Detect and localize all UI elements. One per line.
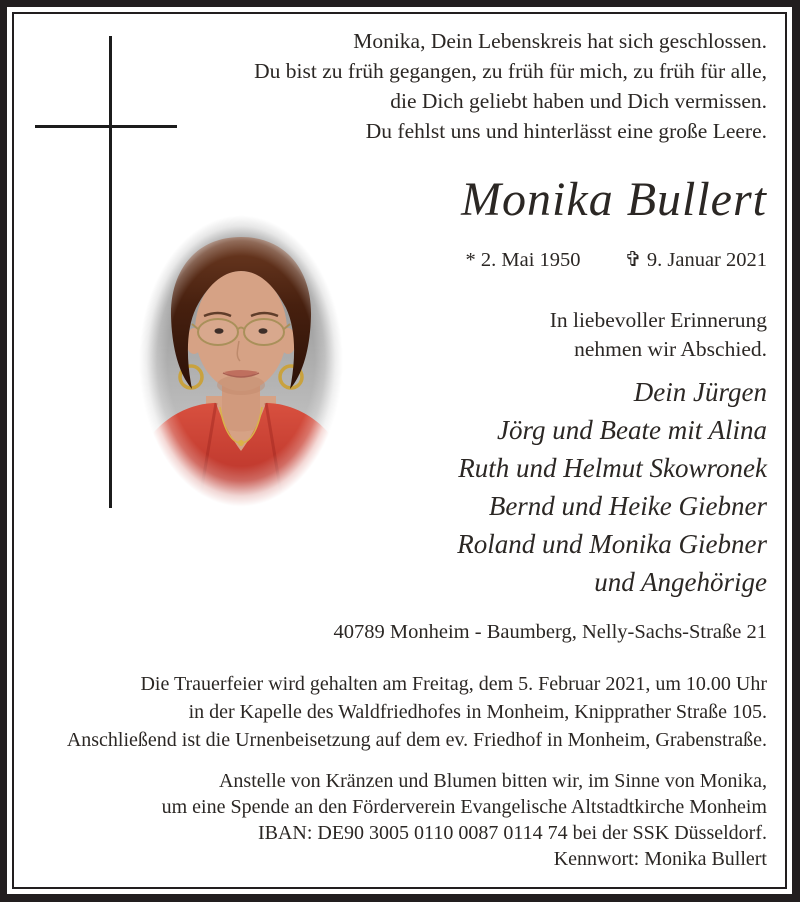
portrait-vignette: [136, 211, 346, 511]
life-dates: [466, 247, 767, 272]
funeral-service-line: in der Kapelle des Waldfriedhofes in Monheim, Knipprather Straße 105.: [188, 700, 767, 723]
donation-line: um eine Spende an den Förderverein Evangelische Altstadtkirche Monheim: [161, 796, 767, 818]
deceased-name: Monika Bullert: [461, 173, 767, 226]
death-date: ✞ 9. Januar 2021: [624, 249, 767, 271]
family-address: 40789 Monheim - Baumberg, Nelly-Sachs-Straße 21: [333, 621, 767, 643]
funeral-service-line: Die Trauerfeier wird gehalten am Freitag, dem 5. Februar 2021, um 10.00 Uhr: [140, 673, 767, 695]
mourner-line: und Angehörige: [594, 567, 767, 597]
opening-verse-line: Du fehlst uns und hinterlässt eine große Leere.: [365, 119, 767, 143]
memorial-cross-horizontal-line: [35, 125, 177, 128]
memorial-statement-line: nehmen wir Abschied.: [574, 337, 767, 361]
memorial-statement: [550, 306, 767, 364]
mourner-line: Bernd und Heike Giebner: [488, 491, 767, 521]
donation-line: Anstelle von Kränzen und Blumen bitten wir, im Sinne von Monika,: [218, 770, 767, 792]
mourner-line: Ruth und Helmut Skowronek: [458, 453, 767, 483]
burial-info: Anschließend ist die Urnenbeisetzung auf dem ev. Friedhof in Monheim, Grabenstraße.: [66, 729, 767, 751]
donation-line: Kennwort: Monika Bullert: [553, 848, 767, 870]
opening-verse-line: die Dich geliebt haben und Dich vermissen.: [390, 89, 767, 113]
donation-line: IBAN: DE90 3005 0110 0087 0114 74 bei der SSK Düsseldorf.: [257, 822, 767, 844]
opening-verse-line: Du bist zu früh gegangen, zu früh für mich, zu früh für alle,: [254, 59, 767, 83]
portrait-photo: [136, 211, 346, 511]
mourner-line: Dein Jürgen: [633, 377, 767, 407]
memorial-statement-line: In liebevoller Erinnerung: [549, 308, 767, 332]
birth-date: * 2. Mai 1950: [465, 249, 581, 271]
opening-verse: [254, 26, 767, 146]
memorial-cross-vertical-line: [109, 36, 112, 508]
mourner-line: Roland und Monika Giebner: [457, 529, 767, 559]
donation-info: [162, 768, 767, 872]
mourners-list: [457, 373, 767, 601]
opening-verse-line: Monika, Dein Lebenskreis hat sich geschlossen.: [353, 29, 767, 53]
mourner-line: Jörg und Beate mit Alina: [497, 415, 767, 445]
funeral-service-info: [140, 671, 767, 726]
